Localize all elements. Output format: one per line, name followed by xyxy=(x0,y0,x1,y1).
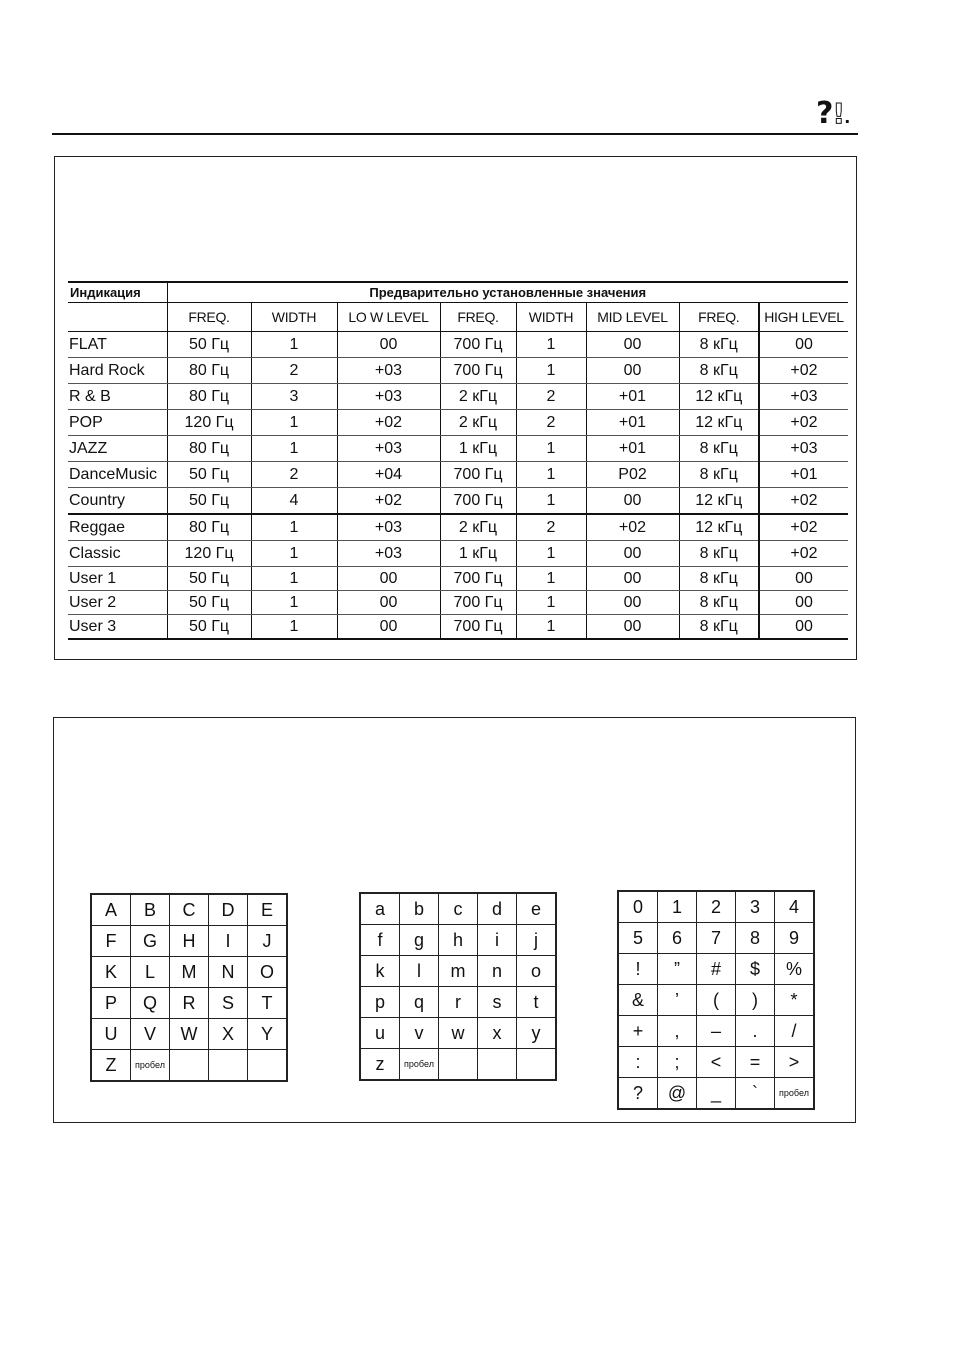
grid-cell: 7 xyxy=(697,923,736,954)
grid-cell: m xyxy=(439,956,478,987)
grid-cell: F xyxy=(91,926,131,957)
table-row xyxy=(68,615,848,640)
table-cell: 2 xyxy=(516,410,586,436)
table-cell: 8 кГц xyxy=(679,358,759,384)
grid-row xyxy=(618,1078,814,1110)
grid-cell: ’ xyxy=(658,985,697,1016)
grid-row xyxy=(360,925,556,956)
grid-row xyxy=(618,1047,814,1078)
table-cell: 700 Гц xyxy=(440,462,516,488)
grid-cell xyxy=(478,1049,517,1081)
table-cell: 50 Гц xyxy=(167,462,251,488)
grid-cell: , xyxy=(658,1016,697,1047)
grid-cell: e xyxy=(517,893,557,925)
grid-cell: V xyxy=(131,1019,170,1050)
preset-name: User 2 xyxy=(68,591,167,615)
grid-cell: 8 xyxy=(736,923,775,954)
grid-cell: 6 xyxy=(658,923,697,954)
grid-cell xyxy=(209,1050,248,1082)
grid-cell: + xyxy=(618,1016,658,1047)
grid-row xyxy=(360,1018,556,1049)
grid-cell: w xyxy=(439,1018,478,1049)
grid-cell: b xyxy=(400,893,439,925)
table-cell: 50 Гц xyxy=(167,567,251,591)
table-cell: +01 xyxy=(586,384,679,410)
grid-cell: – xyxy=(697,1016,736,1047)
grid-cell: 5 xyxy=(618,923,658,954)
table-cell: +02 xyxy=(337,488,440,515)
table-cell: +01 xyxy=(759,462,848,488)
grid-row xyxy=(618,954,814,985)
table-cell: 8 кГц xyxy=(679,332,759,358)
table-row xyxy=(68,591,848,615)
lowercase-grid xyxy=(359,892,557,1081)
grid-cell: пробел xyxy=(131,1050,170,1082)
grid-cell: t xyxy=(517,987,557,1018)
table-cell: 1 xyxy=(516,567,586,591)
grid-cell: q xyxy=(400,987,439,1018)
table-cell: 1 xyxy=(251,591,337,615)
grid-cell: x xyxy=(478,1018,517,1049)
grid-cell: g xyxy=(400,925,439,956)
table-cell: 8 кГц xyxy=(679,591,759,615)
grid-row xyxy=(618,923,814,954)
grid-cell: пробел xyxy=(775,1078,815,1110)
grid-cell: # xyxy=(697,954,736,985)
column-header: WIDTH xyxy=(516,303,586,332)
grid-cell: 9 xyxy=(775,923,815,954)
table-cell: 12 кГц xyxy=(679,514,759,541)
table-cell: 2 кГц xyxy=(440,384,516,410)
grid-cell: % xyxy=(775,954,815,985)
table-cell: 1 xyxy=(251,436,337,462)
grid-cell: r xyxy=(439,987,478,1018)
table-row xyxy=(68,410,848,436)
table-row xyxy=(68,462,848,488)
grid-cell: / xyxy=(775,1016,815,1047)
table-row xyxy=(68,567,848,591)
grid-cell xyxy=(439,1049,478,1081)
table-cell: 1 xyxy=(516,591,586,615)
grid-cell: v xyxy=(400,1018,439,1049)
preset-name: JAZZ xyxy=(68,436,167,462)
grid-cell: X xyxy=(209,1019,248,1050)
column-header: WIDTH xyxy=(251,303,337,332)
table-cell: 1 xyxy=(516,615,586,640)
grid-row xyxy=(618,891,814,923)
grid-cell: $ xyxy=(736,954,775,985)
column-header: MID LEVEL xyxy=(586,303,679,332)
table-cell: +03 xyxy=(337,436,440,462)
table-cell: 00 xyxy=(586,358,679,384)
table-cell: 700 Гц xyxy=(440,488,516,515)
grid-row xyxy=(618,985,814,1016)
table-cell: +02 xyxy=(759,541,848,567)
grid-row xyxy=(91,1019,287,1050)
question-exclamation-icon: ?!. xyxy=(816,96,850,131)
table-cell: 8 кГц xyxy=(679,462,759,488)
table-cell: 700 Гц xyxy=(440,358,516,384)
table-cell: +03 xyxy=(759,384,848,410)
grid-cell: D xyxy=(209,894,248,926)
indication-header: Индикация xyxy=(68,282,167,303)
grid-cell: ( xyxy=(697,985,736,1016)
preset-name: FLAT xyxy=(68,332,167,358)
grid-cell: ” xyxy=(658,954,697,985)
column-header-row xyxy=(68,303,848,332)
grid-cell: s xyxy=(478,987,517,1018)
table-cell: 2 xyxy=(251,358,337,384)
table-cell: 00 xyxy=(337,332,440,358)
table-cell: 2 кГц xyxy=(440,410,516,436)
grid-cell xyxy=(170,1050,209,1082)
table-cell: 700 Гц xyxy=(440,615,516,640)
grid-cell: _ xyxy=(697,1078,736,1110)
table-cell: 1 xyxy=(251,332,337,358)
grid-cell: 1 xyxy=(658,891,697,923)
symbols-grid xyxy=(617,890,815,1110)
preset-name: User 1 xyxy=(68,567,167,591)
grid-cell: ? xyxy=(618,1078,658,1110)
table-cell: 700 Гц xyxy=(440,591,516,615)
grid-row xyxy=(360,893,556,925)
grid-cell: : xyxy=(618,1047,658,1078)
table-cell: 1 кГц xyxy=(440,541,516,567)
table-cell: 80 Гц xyxy=(167,514,251,541)
table-cell: 00 xyxy=(586,567,679,591)
grid-cell: K xyxy=(91,957,131,988)
table-cell: 1 xyxy=(251,567,337,591)
grid-cell xyxy=(248,1050,288,1082)
grid-cell: > xyxy=(775,1047,815,1078)
grid-row xyxy=(91,988,287,1019)
table-cell: 1 xyxy=(516,332,586,358)
preset-name: DanceMusic xyxy=(68,462,167,488)
table-cell: 00 xyxy=(337,591,440,615)
grid-cell: & xyxy=(618,985,658,1016)
table-cell: P02 xyxy=(586,462,679,488)
grid-cell: E xyxy=(248,894,288,926)
table-cell: 50 Гц xyxy=(167,591,251,615)
grid-row xyxy=(360,1049,556,1081)
table-cell: 00 xyxy=(586,541,679,567)
grid-cell: 0 xyxy=(618,891,658,923)
grid-cell: 4 xyxy=(775,891,815,923)
grid-cell: 2 xyxy=(697,891,736,923)
table-row xyxy=(68,436,848,462)
table-cell: 2 кГц xyxy=(440,514,516,541)
grid-row xyxy=(91,894,287,926)
table-cell: 80 Гц xyxy=(167,358,251,384)
table-cell: 1 xyxy=(516,541,586,567)
grid-cell: u xyxy=(360,1018,400,1049)
table-cell: +02 xyxy=(759,488,848,515)
table-cell: 50 Гц xyxy=(167,615,251,640)
table-cell: +02 xyxy=(337,410,440,436)
eq-presets-panel xyxy=(54,156,857,660)
table-cell: 50 Гц xyxy=(167,332,251,358)
grid-cell: Y xyxy=(248,1019,288,1050)
grid-cell: T xyxy=(248,988,288,1019)
preset-name: Country xyxy=(68,488,167,515)
character-set-panel xyxy=(53,717,856,1123)
grid-cell: h xyxy=(439,925,478,956)
column-header: FREQ. xyxy=(167,303,251,332)
table-cell: +01 xyxy=(586,410,679,436)
grid-cell: N xyxy=(209,957,248,988)
presets-header: Предварительно установленные значения xyxy=(167,282,848,303)
table-cell: 1 xyxy=(251,410,337,436)
grid-cell: Q xyxy=(131,988,170,1019)
grid-cell: f xyxy=(360,925,400,956)
table-cell: 1 кГц xyxy=(440,436,516,462)
grid-cell: A xyxy=(91,894,131,926)
grid-cell: R xyxy=(170,988,209,1019)
table-cell: 8 кГц xyxy=(679,615,759,640)
grid-cell: p xyxy=(360,987,400,1018)
grid-cell: ` xyxy=(736,1078,775,1110)
table-cell: +02 xyxy=(759,514,848,541)
table-cell: 1 xyxy=(251,541,337,567)
table-cell: 1 xyxy=(516,358,586,384)
grid-cell: i xyxy=(478,925,517,956)
table-cell: 00 xyxy=(759,591,848,615)
grid-row xyxy=(91,957,287,988)
preset-name: Reggae xyxy=(68,514,167,541)
table-cell: +03 xyxy=(759,436,848,462)
grid-cell: o xyxy=(517,956,557,987)
grid-cell: Z xyxy=(91,1050,131,1082)
grid-cell: c xyxy=(439,893,478,925)
table-cell: +02 xyxy=(759,410,848,436)
grid-cell: O xyxy=(248,957,288,988)
table-cell: 700 Гц xyxy=(440,567,516,591)
grid-cell: . xyxy=(736,1016,775,1047)
table-cell: 00 xyxy=(586,488,679,515)
table-row xyxy=(68,384,848,410)
table-cell: 1 xyxy=(251,514,337,541)
grid-cell: n xyxy=(478,956,517,987)
table-cell: 00 xyxy=(759,567,848,591)
grid-row xyxy=(360,987,556,1018)
table-row xyxy=(68,541,848,567)
preset-name: R & B xyxy=(68,384,167,410)
grid-row xyxy=(91,926,287,957)
header-rule xyxy=(52,133,858,135)
table-cell: +02 xyxy=(586,514,679,541)
grid-cell: M xyxy=(170,957,209,988)
table-row xyxy=(68,358,848,384)
grid-cell: C xyxy=(170,894,209,926)
grid-cell xyxy=(517,1049,557,1081)
grid-cell: S xyxy=(209,988,248,1019)
column-header-empty xyxy=(68,303,167,332)
uppercase-grid xyxy=(90,893,288,1082)
table-cell: 80 Гц xyxy=(167,384,251,410)
column-header: FREQ. xyxy=(440,303,516,332)
grid-cell: y xyxy=(517,1018,557,1049)
table-cell: 00 xyxy=(586,615,679,640)
grid-cell: W xyxy=(170,1019,209,1050)
grid-cell: B xyxy=(131,894,170,926)
table-cell: 00 xyxy=(586,332,679,358)
table-cell: 50 Гц xyxy=(167,488,251,515)
table-cell: 2 xyxy=(516,514,586,541)
table-cell: 00 xyxy=(759,332,848,358)
table-cell: 1 xyxy=(251,615,337,640)
table-cell: 8 кГц xyxy=(679,436,759,462)
column-header: HIGH LEVEL xyxy=(759,303,848,332)
grid-cell: I xyxy=(209,926,248,957)
grid-cell: j xyxy=(517,925,557,956)
table-cell: 8 кГц xyxy=(679,541,759,567)
grid-cell: z xyxy=(360,1049,400,1081)
column-header: LO W LEVEL xyxy=(337,303,440,332)
grid-cell: d xyxy=(478,893,517,925)
table-cell: +01 xyxy=(586,436,679,462)
grid-row xyxy=(618,1016,814,1047)
table-cell: 12 кГц xyxy=(679,384,759,410)
table-cell: 120 Гц xyxy=(167,410,251,436)
table-cell: 8 кГц xyxy=(679,567,759,591)
table-cell: 2 xyxy=(251,462,337,488)
grid-cell: U xyxy=(91,1019,131,1050)
table-cell: 12 кГц xyxy=(679,488,759,515)
table-cell: +03 xyxy=(337,358,440,384)
table-cell: 120 Гц xyxy=(167,541,251,567)
grid-cell: G xyxy=(131,926,170,957)
grid-cell: ) xyxy=(736,985,775,1016)
column-header: FREQ. xyxy=(679,303,759,332)
table-cell: 700 Гц xyxy=(440,332,516,358)
grid-cell: = xyxy=(736,1047,775,1078)
table-cell: 1 xyxy=(516,436,586,462)
table-cell: 1 xyxy=(516,462,586,488)
table-cell: 12 кГц xyxy=(679,410,759,436)
table-row xyxy=(68,488,848,515)
preset-name: POP xyxy=(68,410,167,436)
table-cell: 00 xyxy=(337,567,440,591)
grid-row xyxy=(360,956,556,987)
grid-cell: 3 xyxy=(736,891,775,923)
grid-cell: @ xyxy=(658,1078,697,1110)
table-cell: +03 xyxy=(337,541,440,567)
eq-presets-table xyxy=(68,281,848,640)
table-cell: 1 xyxy=(516,488,586,515)
grid-cell: пробел xyxy=(400,1049,439,1081)
table-cell: 3 xyxy=(251,384,337,410)
grid-cell: L xyxy=(131,957,170,988)
grid-cell: k xyxy=(360,956,400,987)
grid-cell: ; xyxy=(658,1047,697,1078)
table-row xyxy=(68,514,848,541)
table-cell: 00 xyxy=(337,615,440,640)
grid-cell: J xyxy=(248,926,288,957)
table-cell: +03 xyxy=(337,384,440,410)
grid-cell: P xyxy=(91,988,131,1019)
table-cell: 2 xyxy=(516,384,586,410)
preset-name: User 3 xyxy=(68,615,167,640)
table-cell: 4 xyxy=(251,488,337,515)
table-cell: +02 xyxy=(759,358,848,384)
grid-cell: ! xyxy=(618,954,658,985)
grid-cell: H xyxy=(170,926,209,957)
preset-name: Classic xyxy=(68,541,167,567)
preset-name: Hard Rock xyxy=(68,358,167,384)
grid-row xyxy=(91,1050,287,1082)
table-cell: +04 xyxy=(337,462,440,488)
grid-cell: < xyxy=(697,1047,736,1078)
grid-cell: l xyxy=(400,956,439,987)
grid-cell: * xyxy=(775,985,815,1016)
table-cell: 00 xyxy=(586,591,679,615)
grid-cell: a xyxy=(360,893,400,925)
table-row xyxy=(68,332,848,358)
table-cell: +03 xyxy=(337,514,440,541)
table-cell: 00 xyxy=(759,615,848,640)
table-cell: 80 Гц xyxy=(167,436,251,462)
